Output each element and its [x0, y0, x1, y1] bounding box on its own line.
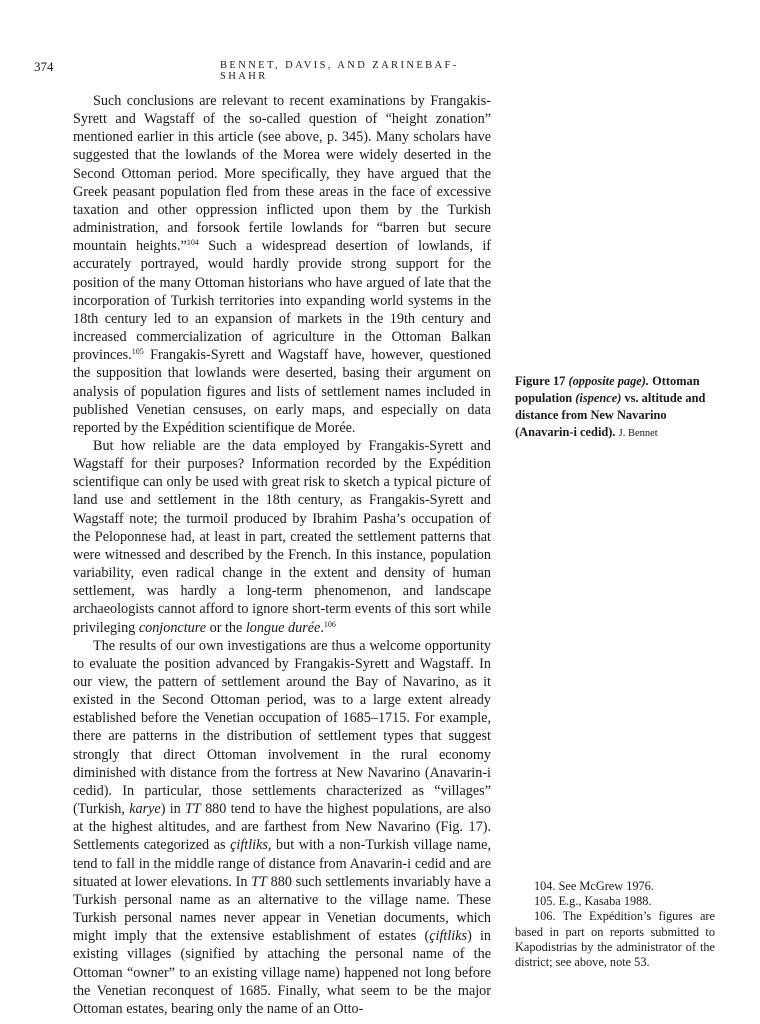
- italic-text: longue durée: [245, 619, 321, 636]
- footnote-ref: 105: [131, 347, 144, 357]
- footnote-106: 106. The Expédition’s figures are based in part on reports submitted to Kapodistrias by the administrator of the district; see above, note 53.: [515, 909, 715, 970]
- italic-text: çiftliks: [230, 837, 268, 854]
- paragraph-text: or the: [206, 619, 246, 636]
- footnote-104: 104. See McGrew 1976.: [534, 879, 654, 893]
- italic-text: conjoncture: [138, 619, 207, 636]
- figure-opposite-note: (opposite page).: [568, 374, 650, 388]
- caption-credit: J. Bennet: [618, 427, 658, 439]
- paragraph-text: Such conclusions are relevant to recent examinations by Frangakis-Syrett and Wagstaff of the so-called question of “height zonation” mentioned earlier in this article (see above, p. 345). Many scholars have suggested that the lowlands of the Morea were widely deserted in the Second Ottoman period. More specifically, they have argued that the Greek peasant population fled from these areas in the face of excessive taxation and other oppression inflicted upon them by the Turkish administration, and forsook fertile lowlands for “barren but secure mountain heights.”: [73, 93, 491, 255]
- footnote-ref: 104: [186, 238, 199, 248]
- figure-caption: [515, 373, 715, 443]
- paragraph-text: ) in existing villages (signified by attaching the personal name of the Ottoman “owner” to an existing village name) happened not long before the Venetian reconquest of 1685. Finally, what seem to be the major Ottoman estates, bearing only the name of an Otto-: [73, 928, 492, 1017]
- running-head: BENNET, DAVIS, AND ZARINEBAF-SHAHR: [220, 60, 459, 82]
- paragraph-text: 880 such settlements invariably have a Turkish personal name as an alternative to the village name. These Turkish personal names never appear in Venetian documents, which might imply that the extensive establishment of estates (: [73, 873, 491, 945]
- paragraph-text: Such a widespread desertion of lowlands, if accurately portrayed, would hardly provide strong support for the position of the many Ottoman historians who have argued of late that the incorporation of Turkish territories into expanding world systems in the 18th century led to an expansion of markets in the 19th century and increased commercialization of agriculture in the Ottoman Balkan provinces.: [73, 238, 492, 364]
- caption-text-1: Ottoman population: [515, 374, 700, 405]
- page-header: [34, 59, 500, 82]
- paragraph-text: But how reliable are the data employed by Frangakis-Syrett and Wagstaff for their purposes? Information recorded by the Expédition scientifique can only be used with great risk to sketch a typical picture of land use and settlement in the 18th century, as Frangakis-Syrett and Wagstaff note; the turmoil produced by Ibrahim Pasha’s occupation of the Peloponnese had, at least in part, created the settlement patterns that were witnessed and described by the French. In this instance, population variability, even radical change in the extent and density of human settlement, was hardly a long-term phenomenon, and landscape archaeologists cannot afford to ignore short-term events of this sort while privileging: [73, 437, 491, 636]
- paragraph-text: , but with a non-Turkish village name, tend to fall in the middle range of distance from Anavarin-i cedid and are situated at lower elevations. In: [73, 837, 491, 890]
- italic-text: TT: [185, 801, 201, 818]
- main-text-column: [73, 92, 491, 1018]
- page-number: 374: [34, 59, 54, 74]
- caption-term: (ispence): [575, 390, 622, 405]
- italic-text: TT: [251, 873, 267, 890]
- paragraph-text: .: [320, 619, 324, 636]
- paragraph-text: 880 tend to have the highest populations, are also at the highest altitudes, and are farthest from New Navarino (Fig. 17). Settlements categorized as: [73, 801, 491, 854]
- figure-label: Figure 17: [515, 374, 566, 388]
- paragraph-text: ) in: [160, 801, 186, 818]
- footnotes: [515, 879, 715, 970]
- paragraph-text: The results of our own investigations are thus a welcome opportunity to evaluate the position advanced by Frangakis-Syrett and Wagstaff. In our view, the pattern of settlement around the Bay of Navarino, as it existed in the Second Ottoman period, was to a large extent already established before the Venetian occupation of 1685–1715. For example, there are patterns in the distribution of settlement types that suggest strongly that direct Ottoman involvement in the rural economy diminished with distance from the fortress at New Navarino (Anavarin-i cedid). In particular, those settlements characterized as “villages” (Turkish,: [73, 637, 491, 818]
- caption-text-2: vs. altitude and distance from New Navarino (Anavarin-i cedid).: [515, 390, 706, 439]
- paragraph-text: Frangakis-Syrett and Wagstaff have, however, questioned the supposition that lowlands were deserted, basing their argument on analysis of population figures and lists of settlement names included in published Venetian censuses, on early maps, and especially on data reported by the Expédition scientifique de Morée.: [73, 347, 491, 436]
- footnote-ref: 106: [323, 619, 336, 629]
- footnote-105: 105. E.g., Kasaba 1988.: [534, 894, 652, 909]
- italic-text: karye: [129, 801, 161, 818]
- paragraph: [73, 92, 491, 437]
- paragraph: [73, 437, 491, 637]
- italic-text: çiftliks: [429, 928, 468, 945]
- paragraph: [73, 637, 491, 1018]
